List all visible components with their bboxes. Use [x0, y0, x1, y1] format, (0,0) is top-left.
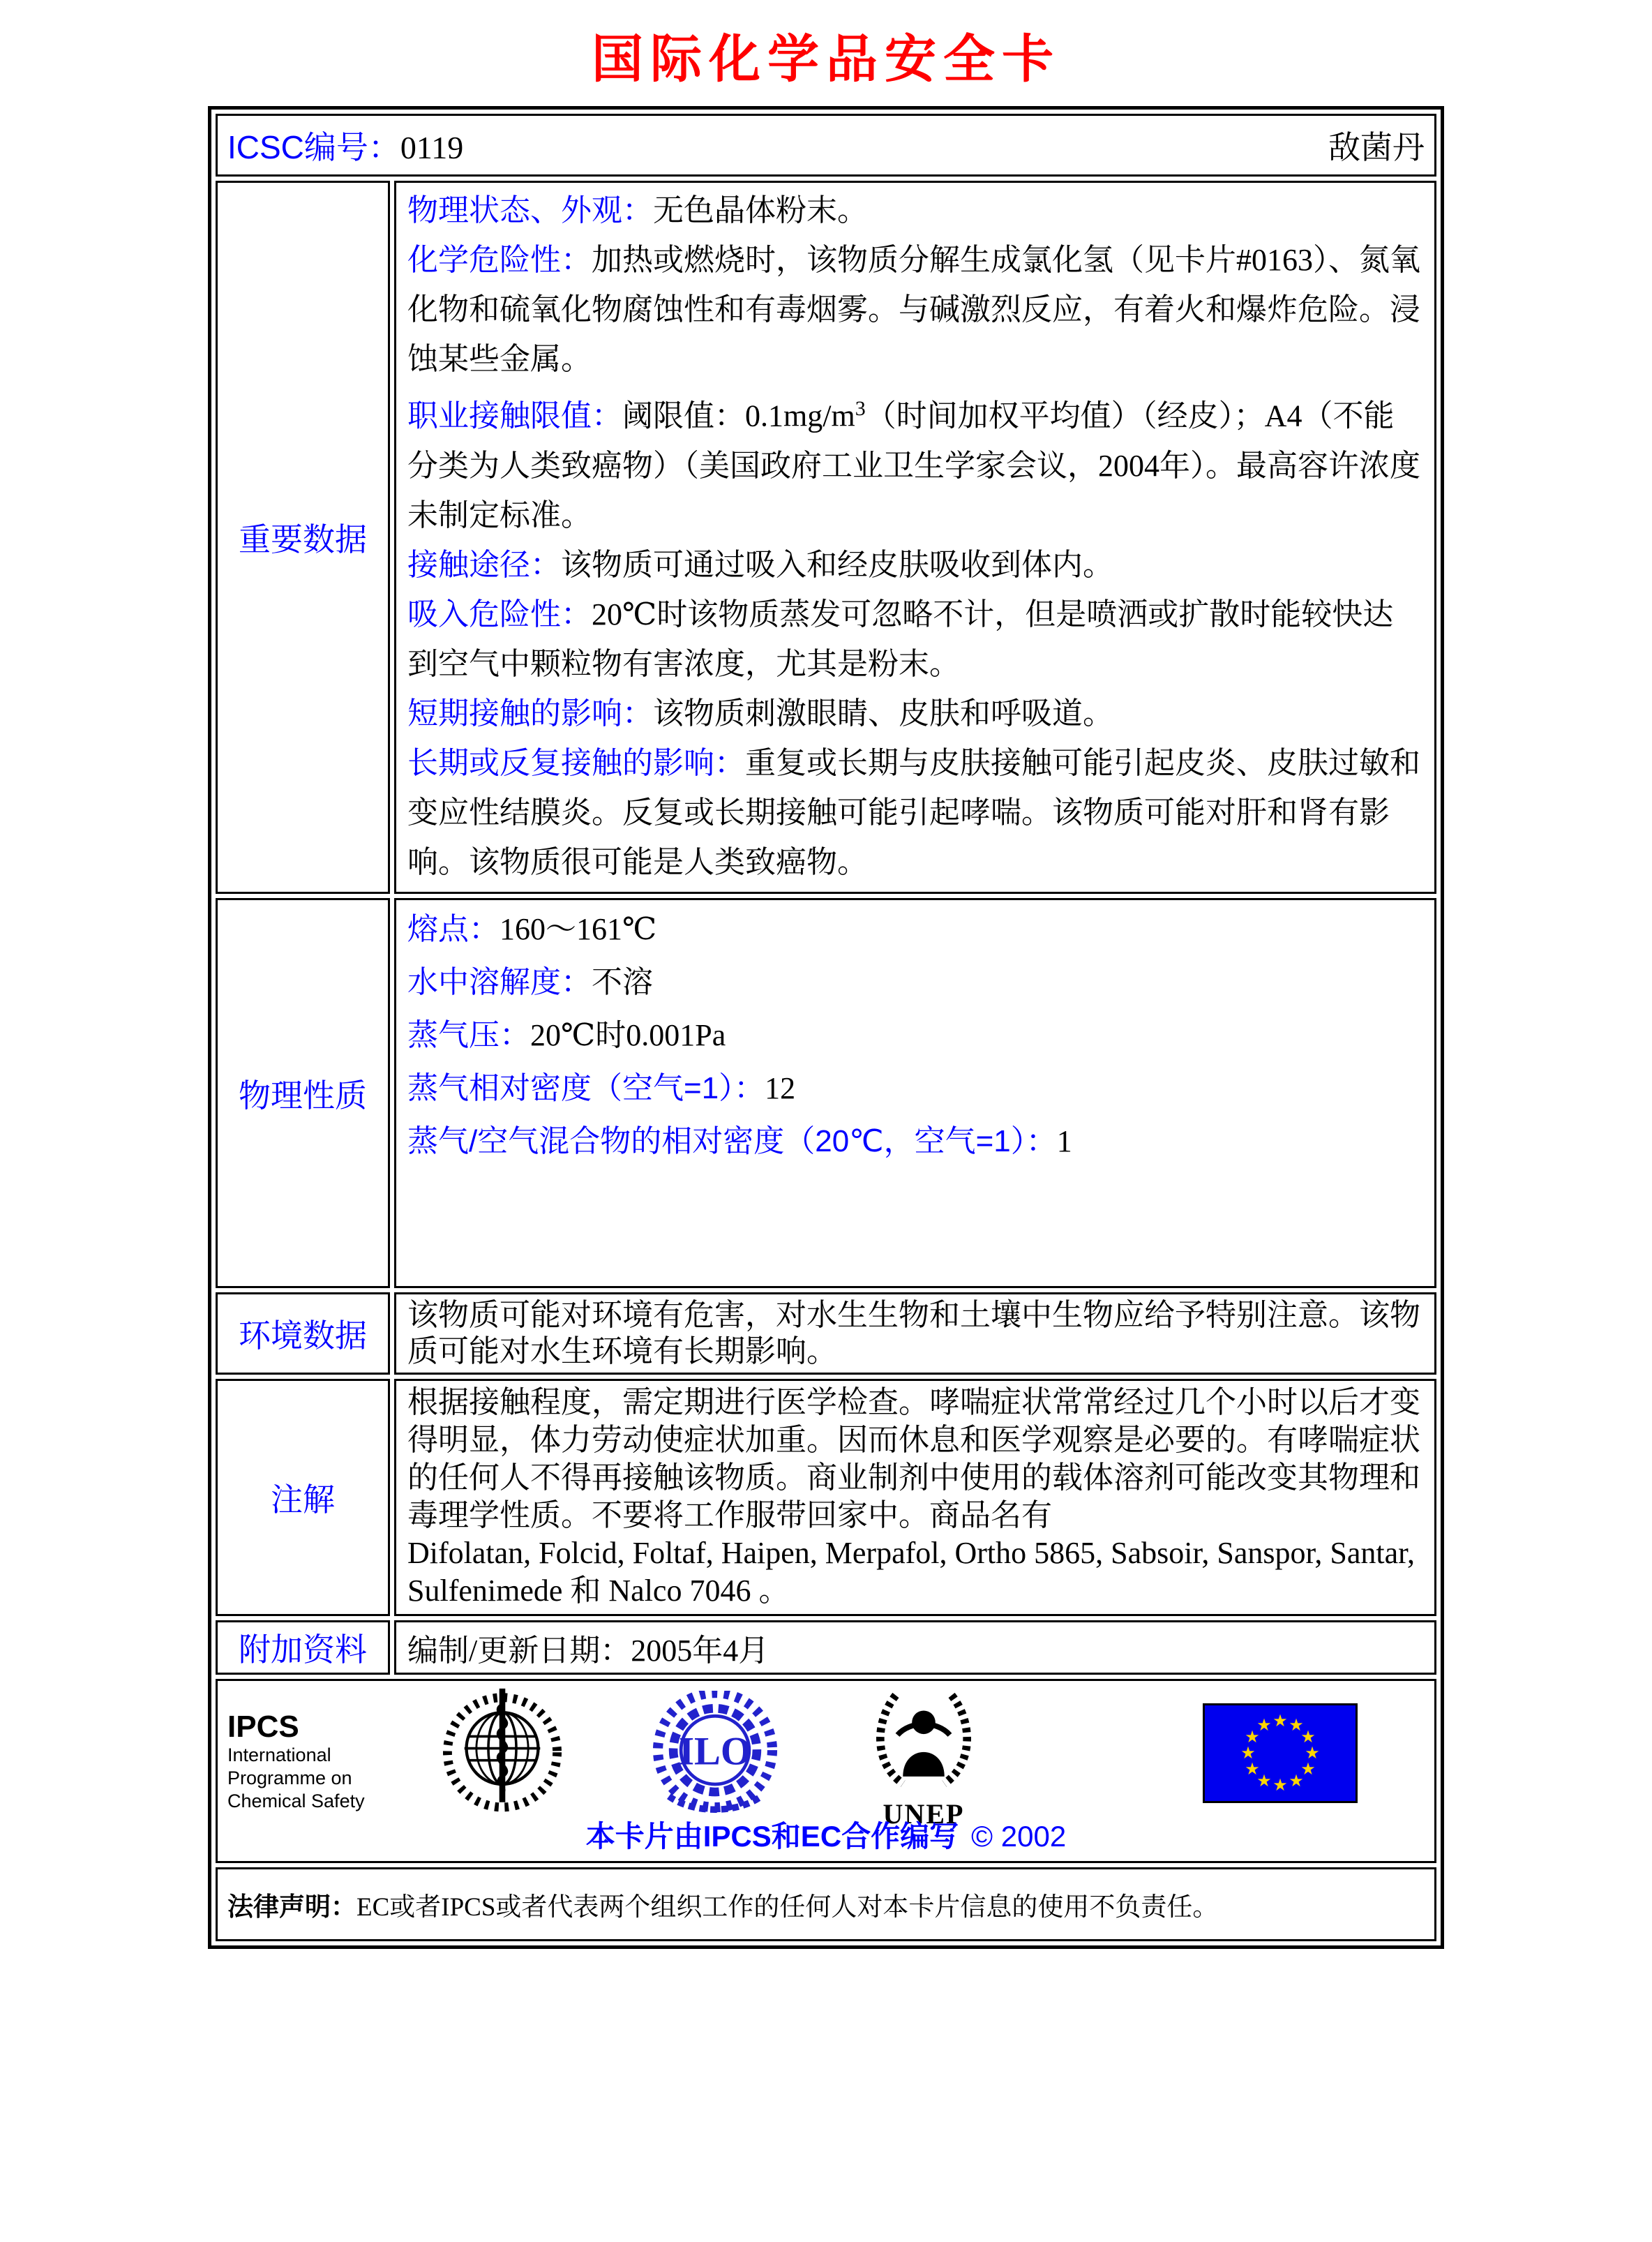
- svg-text:★: ★: [1289, 1715, 1304, 1735]
- ipcs-block: [227, 1710, 365, 1813]
- field-value: 重复或长期与皮肤接触可能引起皮炎、皮肤过敏和变应性结膜炎。反复或长期接触可能引起哮喘。该物质可能对肝和肾有影响。该物质很可能是人类致癌物。: [407, 745, 1420, 879]
- field-value: 加热或燃烧时，该物质分解生成氯化氢（见卡片#0163）、氮氧化物和硫氧化物腐蚀性和有毒烟雾。与碱激烈反应，有着火和爆炸危险。浸蚀某些金属。: [407, 243, 1420, 376]
- unep-logo-icon: [865, 1688, 982, 1830]
- credit-line: [218, 1814, 1434, 1855]
- logos-cell: [216, 1679, 1436, 1863]
- field-value: 阈限值：0.1mg/m: [622, 398, 855, 433]
- field-label: 熔点：: [407, 912, 500, 946]
- field-value: 不溶: [592, 965, 653, 999]
- field-label: 吸入危险性：: [407, 597, 592, 632]
- ilo-logo-icon: [649, 1691, 781, 1824]
- legal-label: 法律声明：: [227, 1892, 356, 1921]
- field-label: 接触途径：: [407, 547, 561, 582]
- credit-text: 本卡片由IPCS和EC合作编写: [585, 1820, 959, 1853]
- svg-text:★: ★: [1256, 1715, 1272, 1735]
- field-label: 短期接触的影响：: [407, 696, 653, 731]
- field-value: 该物质刺激眼睛、皮肤和呼吸道。: [653, 696, 1113, 731]
- svg-text:★: ★: [1305, 1743, 1320, 1763]
- legal-text: EC或者IPCS或者代表两个组织工作的任何人对本卡片信息的使用不负责任。: [356, 1893, 1219, 1922]
- field-value: 20℃时该物质蒸发可忽略不计，但是喷洒或扩散时能较快达到空气中颗粒物有害浓度，尤其是粉末。: [407, 597, 1394, 681]
- field-label: 蒸气/空气混合物的相对密度（20℃，空气=1）：: [407, 1124, 1057, 1158]
- field-row: [407, 1115, 1423, 1168]
- svg-text:★: ★: [1272, 1775, 1288, 1795]
- field-value: 20℃时0.001Pa: [530, 1018, 726, 1052]
- field-label: 蒸气相对密度（空气=1）：: [407, 1071, 765, 1105]
- substance-name: 敌菌丹: [1328, 130, 1425, 165]
- logos-row: [216, 1679, 1436, 1863]
- field-row: [407, 235, 1423, 384]
- environmental-data-row: [216, 1292, 1436, 1375]
- field-row: [407, 1009, 1423, 1062]
- icsc-number-group: [227, 122, 463, 168]
- section-label-additional-info: 附加资料: [216, 1620, 390, 1675]
- legal-row: [216, 1867, 1436, 1941]
- svg-text:★: ★: [1300, 1727, 1316, 1747]
- svg-text:★: ★: [1289, 1771, 1304, 1791]
- section-label-environmental-data: 环境数据: [216, 1292, 390, 1375]
- section-label-notes: 注解: [216, 1379, 390, 1616]
- field-label: 职业接触限值：: [407, 398, 622, 433]
- eu-flag-icon: [1203, 1703, 1358, 1807]
- field-row: [407, 956, 1423, 1009]
- field-label: 长期或反复接触的影响：: [407, 745, 745, 780]
- additional-info-content: 编制/更新日期：2005年4月: [394, 1620, 1436, 1675]
- field-row: [407, 186, 1423, 235]
- svg-text:★: ★: [1272, 1711, 1288, 1731]
- svg-text:★: ★: [1256, 1771, 1272, 1791]
- physical-properties-content: [394, 898, 1436, 1288]
- environmental-data-text: 该物质可能对环境有危害，对水生生物和土壤中生物应给予特别注意。该物质可能对水生环境有长期影响。: [407, 1298, 1420, 1368]
- notes-content: [394, 1379, 1436, 1616]
- legal-cell: [216, 1867, 1436, 1941]
- field-row: [407, 1062, 1423, 1115]
- header-cell: [216, 114, 1436, 177]
- svg-text:★: ★: [1300, 1759, 1316, 1779]
- ipcs-name: IPCS: [227, 1710, 299, 1744]
- field-label: 蒸气压：: [407, 1018, 530, 1052]
- page-title: 国际化学品安全卡: [592, 31, 1060, 89]
- additional-info-row: [216, 1620, 1436, 1675]
- field-row: [407, 384, 1423, 540]
- ipcs-subtitle-line-3: Chemical Safety: [227, 1791, 365, 1811]
- svg-text:★: ★: [1240, 1743, 1256, 1763]
- field-value: 无色晶体粉末。: [653, 193, 868, 227]
- physical-properties-row: [216, 898, 1436, 1288]
- svg-text:★: ★: [1245, 1727, 1260, 1747]
- important-data-row: [216, 181, 1436, 894]
- notes-row: [216, 1379, 1436, 1616]
- icsc-number-label: ICSC编号：: [227, 129, 400, 165]
- notes-trade-names: Difolatan, Folcid, Foltaf, Haipen, Merpafol, Ortho 5865, Sabsoir, Sanspor, Santar, Sulfenimede 和 Nalco 7046 。: [407, 1536, 1416, 1608]
- notes-text: 根据接触程度，需定期进行医学检查。哮喘症状常常经过几个小时以后才变得明显，体力劳动使症状加重。因而休息和医学观察是必要的。有哮喘症状的任何人不得再接触该物质。商业制剂中使用的载体溶剂可能改变其物理和毒理学性质。不要将工作服带回家中。商品名有: [407, 1385, 1420, 1532]
- header-row: [216, 114, 1436, 177]
- credit-copyright: © 2002: [971, 1820, 1067, 1853]
- icsc-number-value: 0119: [400, 130, 464, 165]
- field-row: [407, 903, 1423, 956]
- field-label: 化学危险性：: [407, 243, 592, 277]
- field-row: [407, 738, 1423, 887]
- field-label: 物理状态、外观：: [407, 193, 653, 227]
- ilo-logo-text: ILO: [678, 1729, 752, 1774]
- icsc-card: [208, 106, 1444, 1949]
- field-row: [407, 590, 1423, 689]
- field-value: 1: [1056, 1124, 1072, 1158]
- environmental-data-content: [394, 1292, 1436, 1375]
- section-label-important-data: 重要数据: [216, 181, 390, 894]
- unep-logo-caption: UNEP: [883, 1798, 965, 1830]
- ipcs-subtitle-line-2: Programme on: [227, 1768, 352, 1788]
- who-logo-icon: [442, 1687, 562, 1830]
- field-value-continued: （时间加权平均值）（经皮）；A4（不能分类为人类致癌物）（美国政府工业卫生学家会议，2004年）。最高容许浓度未制定标准。: [407, 398, 1420, 532]
- ipcs-subtitle-line-1: International: [227, 1744, 331, 1765]
- section-label-physical-properties: 物理性质: [216, 898, 390, 1288]
- field-value: 12: [765, 1071, 796, 1105]
- field-row: [407, 689, 1423, 738]
- field-value: 160～161℃: [500, 912, 657, 946]
- field-row: [407, 540, 1423, 590]
- superscript: 3: [855, 397, 866, 420]
- important-data-content: [394, 181, 1436, 894]
- svg-text:★: ★: [1245, 1759, 1260, 1779]
- field-label: 水中溶解度：: [407, 965, 592, 999]
- field-value: 该物质可通过吸入和经皮肤吸收到体内。: [561, 547, 1113, 582]
